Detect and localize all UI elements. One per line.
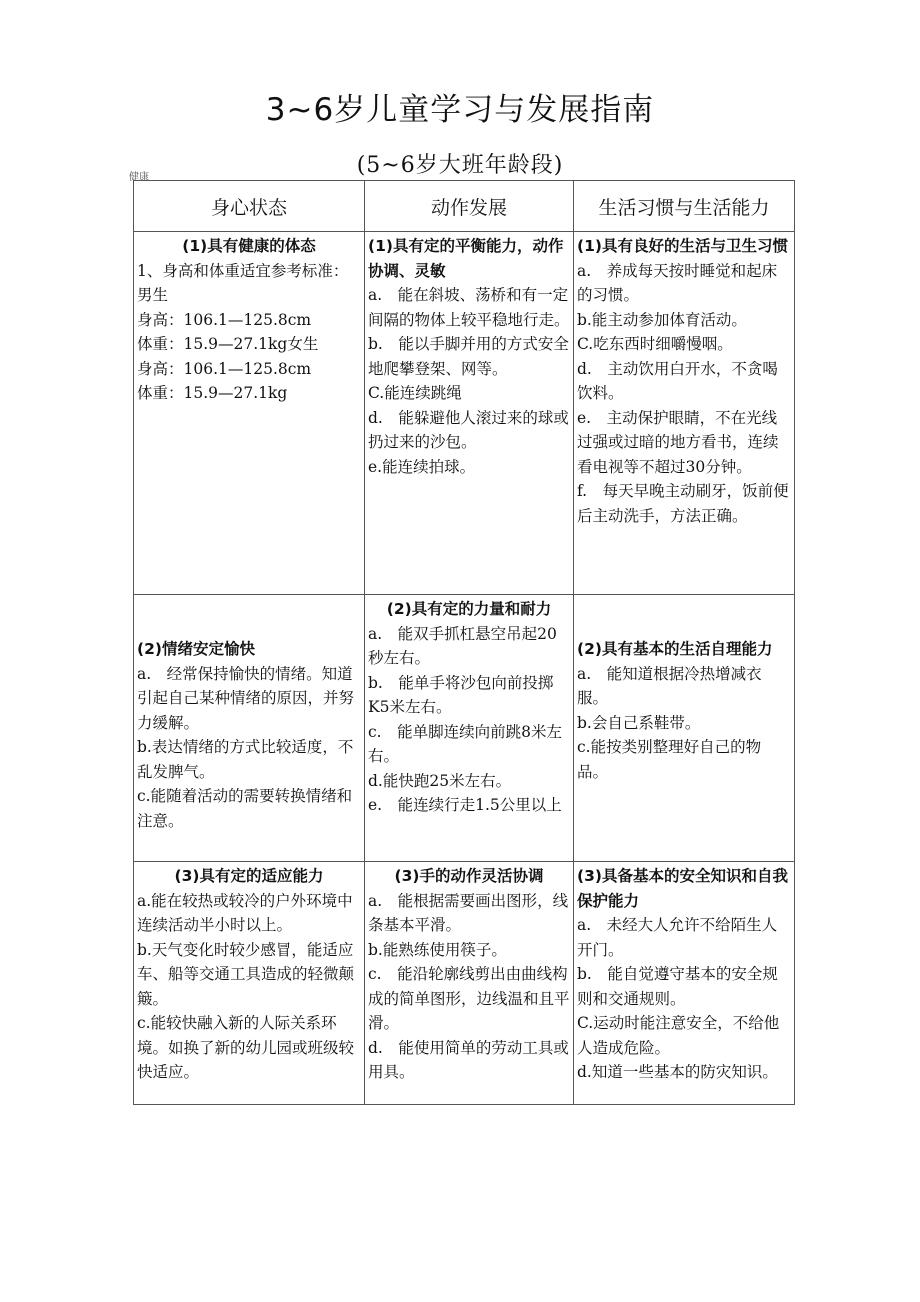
table-cell <box>365 862 574 1105</box>
cell-line: a. 能在斜坡、荡桥和有一定间隔的物体上较平稳地行走。 <box>368 286 570 329</box>
header-row <box>134 181 795 232</box>
cell-line: e. 主动保护眼睛，不在光线过强或过暗的地方看书，连续看电视等不超过30分钟。 <box>577 408 779 476</box>
cell-line: d.能快跑25米左右。 <box>368 771 512 790</box>
cell-line: 身高：106.1—125.8cm <box>137 359 312 378</box>
cell-line: c.能随着活动的需要转换情绪和注意。 <box>137 787 353 830</box>
cell-line: b.会自己系鞋带。 <box>577 713 701 732</box>
table-row <box>134 232 795 595</box>
table-cell <box>134 862 365 1105</box>
cell-heading: (3)手的动作灵活协调 <box>394 867 544 885</box>
cell-line: 身高：106.1—125.8cm <box>137 310 312 329</box>
guideline-table <box>133 180 795 1105</box>
cell-line: a. 能知道根据冷热增减衣服。 <box>577 664 762 707</box>
cell-heading: (3)具备基本的安全知识和自我保护能力 <box>577 867 788 910</box>
page-title: 3~6岁儿童学习与发展指南 <box>265 92 655 128</box>
table-cell <box>365 595 574 862</box>
table-cell <box>574 232 795 595</box>
cell-line: b.表达情绪的方式比较适度，不乱发脾气。 <box>137 738 354 781</box>
cell-line: d.知道一些基本的防灾知识。 <box>577 1063 778 1081</box>
cell-line: 1、身高和体重适宜参考标准：男生 <box>137 261 349 304</box>
column-header-mind-body: 身心状态 <box>134 181 365 232</box>
column-header-habits: 生活习惯与生活能力 <box>574 181 795 232</box>
cell-line: 体重：15.9—27.1kg <box>137 384 288 402</box>
cell-line: C.运动时能注意安全，不给他人造成危险。 <box>577 1014 780 1057</box>
table-cell <box>574 595 795 862</box>
cell-line: C.吃东西时细嚼慢咽。 <box>577 335 733 353</box>
cell-line: a. 经常保持愉快的情绪。知道引起自己某种情绪的原因，并努力缓解。 <box>137 664 355 732</box>
cell-line: f. 每天早晚主动刷牙，饭前便后主动洗手，方法正确。 <box>577 482 789 525</box>
cell-line: c. 能单脚连续向前跳8米左右。 <box>368 722 562 765</box>
cell-heading: (2)具有定的力量和耐力 <box>386 600 552 618</box>
table-cell <box>574 862 795 1105</box>
table-cell <box>134 595 365 862</box>
cell-line: c.能较快融入新的人际关系环境。如换了新的幼儿园或班级较快适应。 <box>137 1014 355 1081</box>
cell-line: d. 能使用简单的劳动工具或用具。 <box>368 1038 569 1081</box>
page-subtitle: (5~6岁大班年龄段) <box>356 153 564 178</box>
cell-line: a.能在较热或较冷的户外环境中连续活动半小时以上。 <box>137 891 353 934</box>
cell-line: b.天气变化时较少感冒，能适应车、船等交通工具造成的轻微颠簸。 <box>137 940 355 1008</box>
cell-line: a. 未经大人允许不给陌生人开门。 <box>577 916 778 959</box>
cell-line: 体重：15.9—27.1kg女生 <box>137 335 319 353</box>
cell-line: b.能主动参加体育活动。 <box>577 310 747 329</box>
cell-line: e.能连续拍球。 <box>368 457 476 476</box>
table-row <box>134 595 795 862</box>
cell-line: a. 能根据需要画出图形，线条基本平滑。 <box>368 891 569 934</box>
table-cell <box>134 232 365 595</box>
section-tag: 健康 <box>129 172 149 183</box>
cell-line: a. 养成每天按时睡觉和起床的习惯。 <box>577 261 778 304</box>
cell-line: d. 主动饮用白开水，不贪喝饮料。 <box>577 359 778 402</box>
cell-heading: (2)具有基本的生活自理能力 <box>577 640 773 658</box>
column-header-motor: 动作发展 <box>365 181 574 232</box>
cell-heading: (3)具有定的适应能力 <box>174 867 324 885</box>
cell-line: c. 能沿轮廓线剪出由曲线构成的简单图形，边线温和且平滑。 <box>368 965 570 1032</box>
table-row <box>134 862 795 1105</box>
cell-line: b. 能以手脚并用的方式安全地爬攀登架、网等。 <box>368 335 569 378</box>
cell-heading: (1)具有良好的生活与卫生习惯 <box>577 237 788 255</box>
cell-line: b. 能自觉遵守基本的安全规则和交通规则。 <box>577 965 778 1008</box>
table-cell <box>365 232 574 595</box>
cell-line: d. 能躲避他人滚过来的球或扔过来的沙包。 <box>368 408 569 451</box>
cell-heading: (1)具有定的平衡能力，动作协调、灵敏 <box>368 237 564 280</box>
cell-line: c.能按类别整理好自己的物品。 <box>577 738 762 781</box>
cell-line: b.能熟练使用筷子。 <box>368 940 507 959</box>
cell-heading: (2)情绪安定愉快 <box>137 640 255 658</box>
cell-line: C.能连续跳绳 <box>368 384 462 402</box>
cell-line: a. 能双手抓杠悬空吊起20秒左右。 <box>368 624 557 667</box>
cell-line: e. 能连续行走1.5公里以上 <box>368 796 562 814</box>
cell-heading: (1)具有健康的体态 <box>182 237 316 255</box>
cell-line: b. 能单手将沙包向前投掷K5米左右。 <box>368 673 554 716</box>
